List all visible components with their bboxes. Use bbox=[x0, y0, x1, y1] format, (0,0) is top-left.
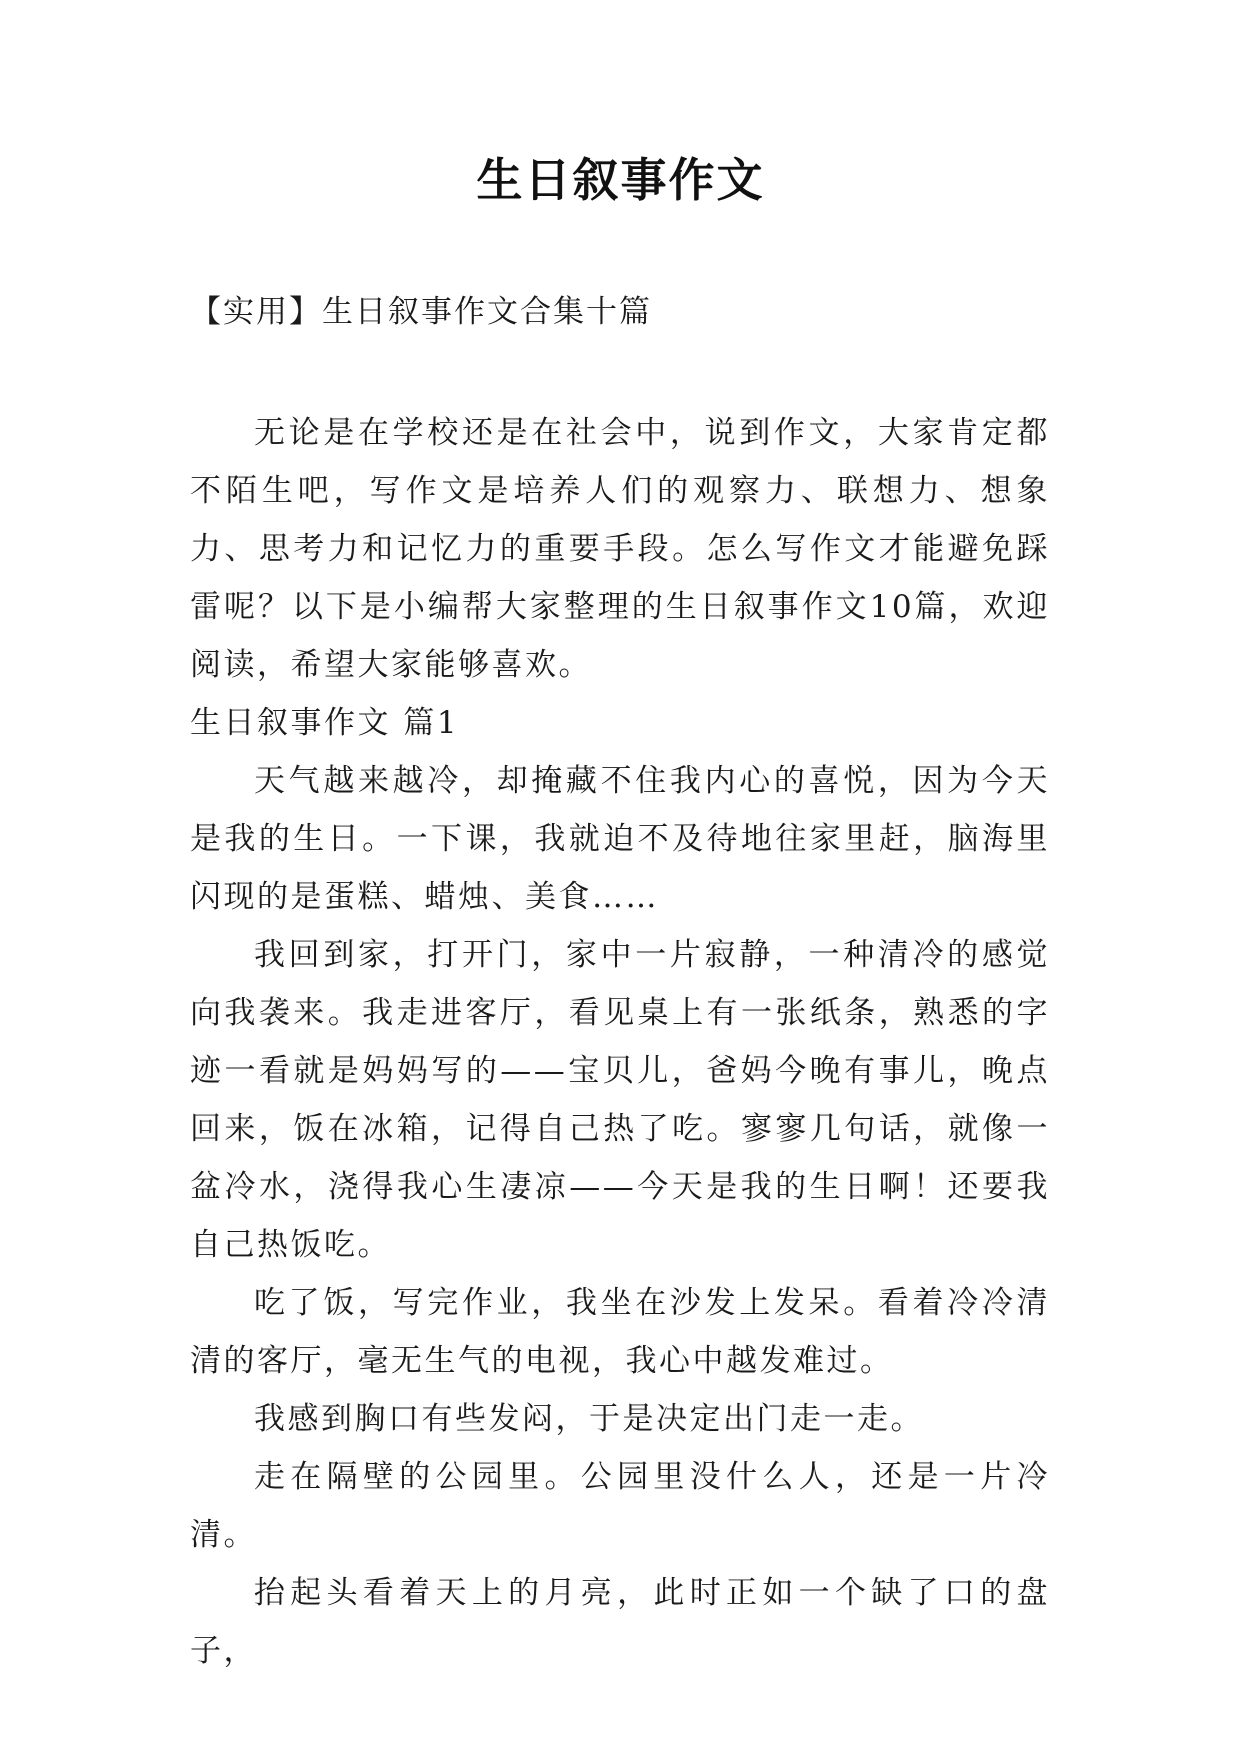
essay-paragraph-1: 天气越来越冷，却掩藏不住我内心的喜悦，因为今天是我的生日。一下课，我就迫不及待地往家里赶，脑海里闪现的是蛋糕、蜡烛、美食…… bbox=[190, 763, 1050, 915]
section-heading: 生日叙事作文 篇1 bbox=[190, 705, 460, 741]
document-title: 生日叙事作文 bbox=[476, 153, 765, 207]
essay-paragraph-4: 我感到胸口有些发闷，于是决定出门走一走。 bbox=[254, 1401, 924, 1437]
document-subtitle: 【实用】生日叙事作文合集十篇 bbox=[190, 294, 652, 330]
essay-paragraph-5: 走在隔壁的公园里。公园里没什么人，还是一片冷清。 bbox=[190, 1459, 1050, 1553]
essay-paragraph-6: 抬起头看着天上的月亮，此时正如一个缺了口的盘子， bbox=[190, 1575, 1050, 1669]
essay-body bbox=[190, 752, 1050, 1680]
intro-paragraph: 无论是在学校还是在社会中，说到作文，大家肯定都不陌生吧，写作文是培养人们的观察力、联想力、想象力、思考力和记忆力的重要手段。怎么写作文才能避免踩雷呢？以下是小编帮大家整理的生日叙事作文10篇，欢迎阅读，希望大家能够喜欢。 bbox=[190, 415, 1050, 683]
essay-paragraph-3: 吃了饭，写完作业，我坐在沙发上发呆。看着冷冷清清的客厅，毫无生气的电视，我心中越发难过。 bbox=[190, 1285, 1050, 1379]
intro-block bbox=[190, 404, 1050, 694]
essay-paragraph-2: 我回到家，打开门，家中一片寂静，一种清冷的感觉向我袭来。我走进客厅，看见桌上有一张纸条，熟悉的字迹一看就是妈妈写的——宝贝儿，爸妈今晚有事儿，晚点回来，饭在冰箱，记得自己热了吃。寥寥几句话，就像一盆冷水，浇得我心生凄凉——今天是我的生日啊！还要我自己热饭吃。 bbox=[190, 937, 1050, 1263]
